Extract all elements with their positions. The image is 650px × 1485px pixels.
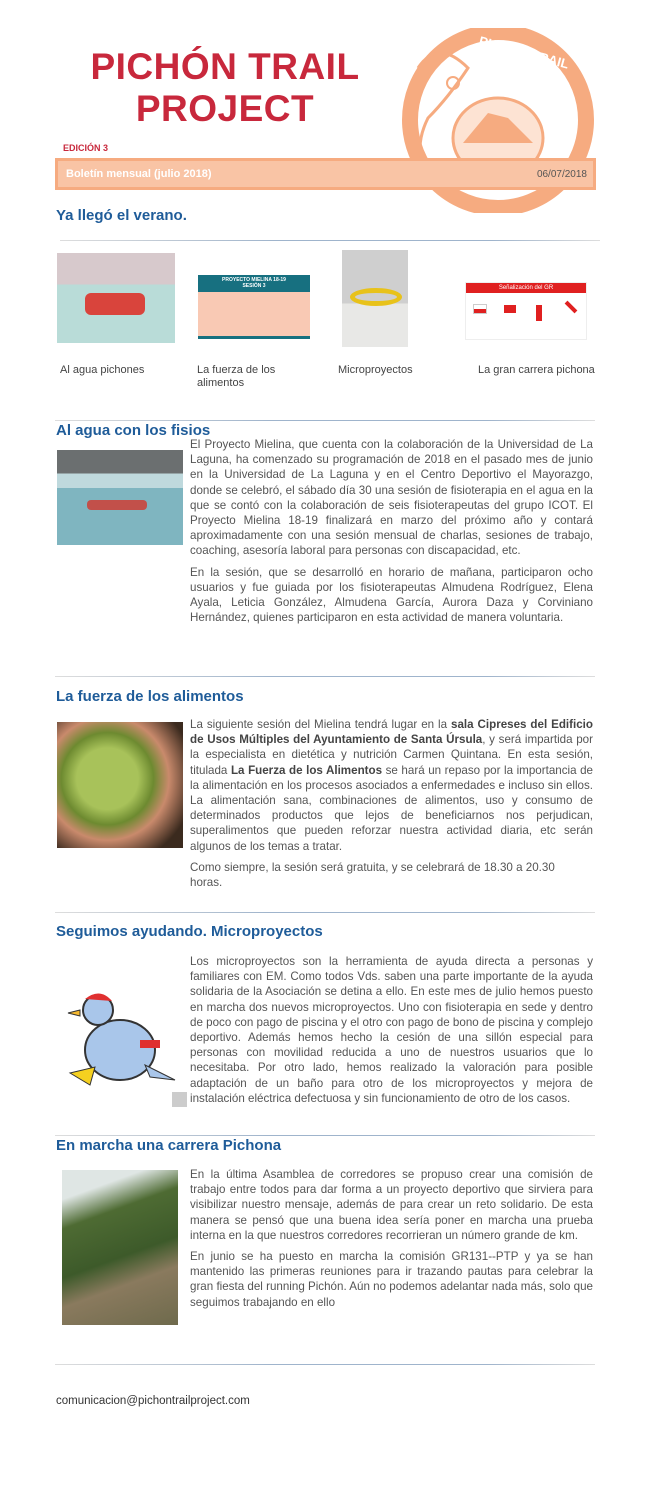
edition-label: EDICIÓN 3	[63, 143, 109, 153]
section-body	[190, 717, 593, 896]
thumb-caption[interactable]: La gran carrera pichona	[478, 364, 595, 376]
svg-text:PICHÓN TRAIL: PICHÓN TRAIL	[477, 33, 571, 72]
intro-heading: Ya llegó el verano.	[56, 207, 187, 224]
section-heading: Al agua con los fisios	[56, 422, 211, 439]
paragraph: En la sesión, que se desarrolló en horario de mañana, participaron ocho usuarios y fue guiada por los fisioterapeutas Almudena Rodríguez, Elena Ayala, Leticia González, Almudena García, Aurora Daza y Corviniano Hernández, quienes participaron en esta actividad de manera voluntaria.	[190, 565, 593, 625]
bulletin-label: Boletín mensual (julio 2018)	[66, 168, 212, 180]
section-body	[190, 437, 593, 631]
section-heading: En marcha una carrera Pichona	[56, 1137, 282, 1154]
divider	[55, 1364, 595, 1365]
thumb-wristbands[interactable]	[342, 250, 408, 347]
bulletin-date: 06/07/2018	[536, 169, 587, 180]
thumb-mielina-slide[interactable]	[198, 275, 310, 339]
sign-title: Señalización del GR	[466, 283, 586, 293]
contact-email-link[interactable]: comunicacion@pichontrailproject.com	[56, 1395, 250, 1407]
divider	[60, 240, 600, 241]
divider	[55, 912, 595, 913]
bulletin-band	[55, 158, 596, 190]
title-line-1: PICHÓN TRAIL	[90, 46, 360, 87]
session-title-bold: La Fuerza de los Alimentos	[230, 763, 383, 777]
text-run: La siguiente sesión del Mielina tendrá lugar en la	[190, 718, 452, 731]
thumb-caption[interactable]: La fuerza de los alimentos	[197, 364, 276, 389]
divider	[55, 420, 595, 421]
paragraph: En junio se ha puesto en marcha la comisión GR131--PTP y ya se han mantenido las primeras reuniones para ir trazando pautas para celebrar la gran fiesta del running Pichón. Aún no podemos adelantar nada más, solo que seguimos trabajando en ello	[190, 1250, 593, 1309]
venue-bold: sala Cipreses del Edificio de Usos Múltiples del Ayuntamiento de Santa Úrsula	[190, 718, 593, 747]
paragraph: Como siempre, la sesión será gratuita, y se celebrará de 18.30 a 20.30 horas.	[190, 860, 555, 890]
section-body	[190, 954, 593, 1112]
thumb-caption[interactable]: Al agua pichones	[60, 364, 145, 376]
image-anchor-icon	[172, 1092, 187, 1107]
trail-photo	[62, 1170, 178, 1325]
paragraph: Los microproyectos son la herramienta de ayuda directa a personas y familiares con EM. Como todos Vds. saben una parte importante de la ayuda solidaria de la Asociación se detina a ello. En este mes de julio hemos puesto en marcha dos nuevos microproyectos. Uno con fisioterapia en sede y dentro de poco con pago de piscina y el otro con pago de bono de piscina y complejo deportivo. Además hemos hecho la cesión de una sillón especial para personas con movilidad reducida a uno de nuestros usuarios que lo necesitaba. Por otro lado, hemos realizado la valoración para posible adaptación de un baño para otro de los microproyectos y mejora de instalación eléctrica defectuosa y sin funcionamiento de otro de los casos.	[190, 955, 593, 1105]
section-body	[190, 1167, 593, 1316]
newsletter-title	[60, 46, 390, 130]
thumb-pool-photo[interactable]	[57, 253, 175, 343]
text-run: , y será impartida por la especialista en dietética y nutrición Carmen Quintana. En esta sesión, titulada	[190, 733, 593, 777]
pichon-mascot-illustration	[60, 985, 185, 1095]
divider	[55, 676, 595, 677]
section-heading: Seguimos ayudando. Microproyectos	[56, 923, 323, 940]
paragraph: En la última Asamblea de corredores se propuso crear una comisión de trabajo entre todos para dar forma a un proyecto deportivo que sirviera para visibilizar nuestro mensaje, además de para crear un reto solidario. De esta manera se pensó que una buena idea sería poner en marcha una prueba interna en la que nuestros corredores recorrieran un número grande de km.	[190, 1168, 593, 1242]
thumb-gr-signage[interactable]	[465, 282, 587, 340]
slide-title: PROYECTO MIELINA 18-19	[222, 277, 286, 283]
thumb-caption[interactable]: Microproyectos	[338, 364, 413, 376]
slide-subtitle: SESIÓN 3	[242, 283, 266, 289]
text-run: se hará un repaso por la importancia de la alimentación en los procesos asociados a enfermedades e incluso sin ellos. La alimentación sana, combinaciones de alimentos, uso y consumo de determinados productos que lejos de beneficiarnos nos perjudican, superalimentos que pueden reforzar nuestra actividad diaria, etc serán algunos de los temas a tratar.	[190, 763, 594, 853]
title-line-2: PROJECT	[135, 88, 315, 129]
section-heading: La fuerza de los alimentos	[56, 688, 244, 705]
pool-physio-photo	[57, 450, 183, 545]
paragraph	[190, 717, 593, 854]
paragraph: El Proyecto Mielina, que cuenta con la colaboración de la Universidad de La Laguna, ha comenzado su programación de 2018 en el pasado mes de junio en la Universidad de La Laguna y en el Centro Deportivo el Mayorazgo, donde se celebró, el sábado día 30 una sesión de fisioterapia en el agua en la que se contó con la colaboración de seis fisioterapeutas del grupo ICOT. El Proyecto Mielina 18-19 finalizará en marzo del próximo año y contará aproximadamente con una sesión mensual de charlas, sesiones de trabajo, coaching, asesoría laboral para personas con discapacidad, etc.	[190, 438, 593, 558]
divider	[55, 1135, 595, 1136]
food-photo	[57, 722, 183, 848]
